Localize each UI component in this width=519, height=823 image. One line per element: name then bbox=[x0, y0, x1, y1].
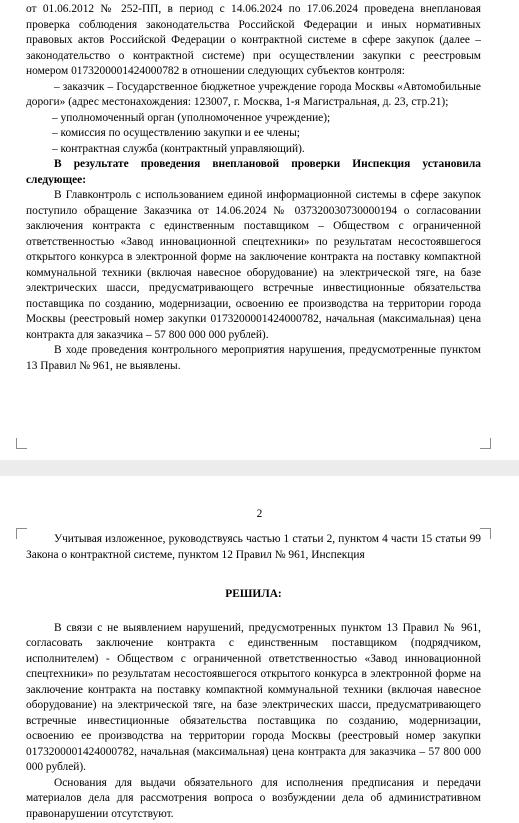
page-gap bbox=[0, 460, 519, 476]
corner-mark-top-right bbox=[480, 528, 491, 539]
page1-body bbox=[26, 2, 481, 374]
main-paragraph: В Главконтроль с использованием единой информационной системы в сфере закупок поступило обращение Заказчика от 14.06.2024 № 037320030730000194 о согласовании заключения контракта с единственным поставщиком – Обществом с ограниченной ответственностью «Завод инновационной спецтехники» по результатам несостоявшегося открытого конкурса в электронной форме на заключение контракта на поставку компактной коммунальной техники (включая навесное оборудование) на электрической тяге, на базе электрических шасси, предусматривающего встречные инвестиционные обязательства поставщика по созданию, модернизации, освоению ее производства на территории города Москвы (реестровый номер закупки 0173200001424000782, начальная (максимальная) цена контракта для заказчика – 57 800 000 000 рублей). bbox=[26, 189, 481, 341]
intro-paragraph: от 01.06.2012 № 252-ПП, в период с 14.06.2024 по 17.06.2024 проведена внеплановая проверка соблюдения законодательства Российской Федерации и иных нормативных правовых актов Российской Федерации о контрактной системе в сфере закупок (далее – законодательство о контрактной системе) при осуществлении закупки с реестровым номером 0173200001424000782 в отношении следующих субъектов контроля: bbox=[26, 3, 481, 77]
corner-mark-bottom-right bbox=[480, 438, 491, 449]
page-number: 2 bbox=[256, 508, 263, 520]
basis-paragraph: Учитывая изложенное, руководствуясь частью 1 статьи 2, пунктом 4 части 15 статьи 99 Закона о контрактной системе, пунктом 12 Правил № 961, Инспекция bbox=[26, 533, 481, 561]
page2-body bbox=[26, 532, 481, 822]
result-paragraph: В ходе проведения контрольного мероприятия нарушения, предусмотренные пунктом 13 Правил № 961, не выявлены. bbox=[26, 344, 481, 372]
grounds-paragraph: Основания для выдачи обязательного для исполнения предписания и передачи материалов дела для рассмотрения вопроса о возбуждении дела об административном правонарушении отсутствуют. bbox=[26, 776, 481, 820]
decision-heading: РЕШИЛА: bbox=[225, 588, 282, 600]
findings-heading: В результате проведения внеплановой проверки Инспекция установила следующее: bbox=[26, 158, 481, 186]
corner-mark-bottom-left bbox=[16, 438, 27, 449]
decision-paragraph: В связи с не выявлением нарушений, предусмотренных пунктом 13 Правил № 961, согласовать заключение контракта с единственным поставщиком (подрядчиком, исполнителем) - Обществом с ограниченной ответственностью «Завод инновационной спецтехники» по результатам несостоявшегося открытого конкурса в электронной форме на заключение контракта на поставку компактной коммунальной техники (включая навесное оборудование) на электрической тяге, на базе электрических шасси, предусматривающего встречные инвестиционные обязательства поставщика по созданию, модернизации, освоению ее производства на территории города Москвы (реестровый номер закупки 0173200001424000782, начальная (максимальная) цена контракта для заказчика – 57 800 000 000 рублей). bbox=[26, 621, 481, 773]
subject-customer-item: – заказчик – Государственное бюджетное учреждение города Москвы «Автомобильные дороги» (адрес местонахождения: 123007, г. Москва, 1-я Магистральная, д. 23, стр.21); bbox=[26, 80, 481, 108]
subject-service-item: – контрактная служба (контрактный управляющий). bbox=[52, 142, 305, 155]
subject-commission-item: – комиссия по осуществлению закупки и ее члены; bbox=[52, 127, 300, 139]
subject-authorized-item: – уполномоченный орган (уполномоченное учреждение); bbox=[52, 111, 331, 124]
document-page-2 bbox=[0, 476, 519, 823]
